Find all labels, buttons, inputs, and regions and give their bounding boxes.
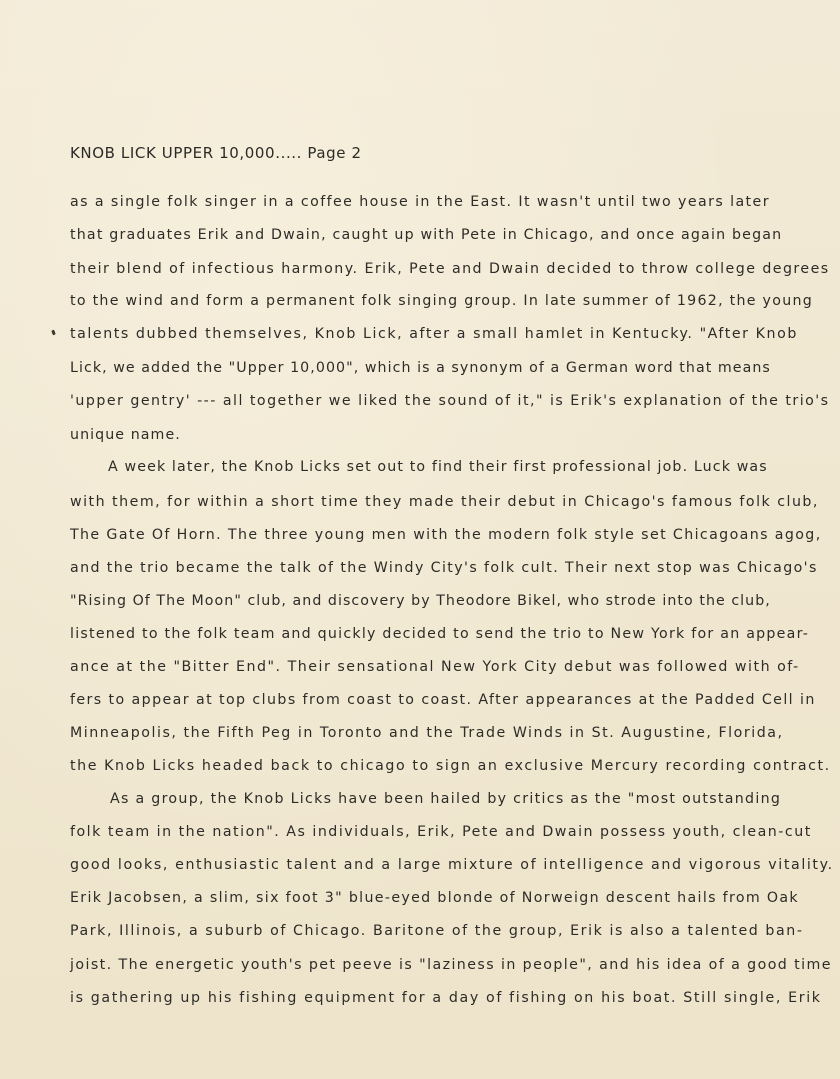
text-line: Erik Jacobsen, a slim, six foot 3" blue-eyed blonde of Norweign descent hails from Oak: [70, 890, 799, 906]
text-line: "Rising Of The Moon" club, and discovery by Theodore Bikel, who strode into the club,: [70, 593, 771, 609]
text-line: joist. The energetic youth's pet peeve is "laziness in people", and his idea of a good time: [70, 957, 832, 973]
text-line: with them, for within a short time they made their debut in Chicago's famous folk club,: [70, 494, 819, 510]
text-line: fers to appear at top clubs from coast to coast. After appearances at the Padded Cell in: [70, 692, 816, 708]
text-line: is gathering up his fishing equipment for a day of fishing on his boat. Still single, Erik: [70, 990, 822, 1006]
text-line: listened to the folk team and quickly decided to send the trio to New York for an appear-: [70, 626, 810, 642]
text-line: 'upper gentry' --- all together we liked the sound of it," is Erik's explanation of the trio's: [70, 393, 830, 409]
text-line: that graduates Erik and Dwain, caught up with Pete in Chicago, and once again began: [70, 227, 783, 243]
ink-speck: [51, 330, 56, 336]
text-line: folk team in the nation". As individuals, Erik, Pete and Dwain possess youth, clean-cut: [70, 824, 812, 840]
text-line: and the trio became the talk of the Windy City's folk cult. Their next stop was Chicago's: [70, 560, 818, 576]
text-line: unique name.: [70, 427, 181, 443]
text-line: Lick, we added the "Upper 10,000", which is a synonym of a German word that means: [70, 360, 771, 376]
text-line: Park, Illinois, a suburb of Chicago. Baritone of the group, Erik is also a talented ban-: [70, 923, 804, 939]
text-line: Minneapolis, the Fifth Peg in Toronto and the Trade Winds in St. Augustine, Florida,: [70, 725, 784, 741]
text-line: A week later, the Knob Licks set out to find their first professional job. Luck was: [108, 459, 768, 475]
text-line: the Knob Licks headed back to chicago to sign an exclusive Mercury recording contract.: [70, 758, 831, 774]
text-line: As a group, the Knob Licks have been hailed by critics as the "most outstanding: [110, 791, 782, 807]
text-line: good looks, enthusiastic talent and a large mixture of intelligence and vigorous vitality.: [70, 857, 834, 873]
text-line: to the wind and form a permanent folk singing group. In late summer of 1962, the young: [70, 293, 814, 309]
text-line: their blend of infectious harmony. Erik, Pete and Dwain decided to throw college degrees: [70, 261, 830, 277]
text-line: The Gate Of Horn. The three young men with the modern folk style set Chicagoans agog,: [70, 527, 822, 543]
text-line: as a single folk singer in a coffee house in the East. It wasn't until two years later: [70, 194, 770, 210]
text-line: talents dubbed themselves, Knob Lick, after a small hamlet in Kentucky. "After Knob: [70, 326, 798, 342]
page-heading: KNOB LICK UPPER 10,000..... Page 2: [70, 144, 362, 162]
text-line: ance at the "Bitter End". Their sensational New York City debut was followed with of-: [70, 659, 800, 675]
